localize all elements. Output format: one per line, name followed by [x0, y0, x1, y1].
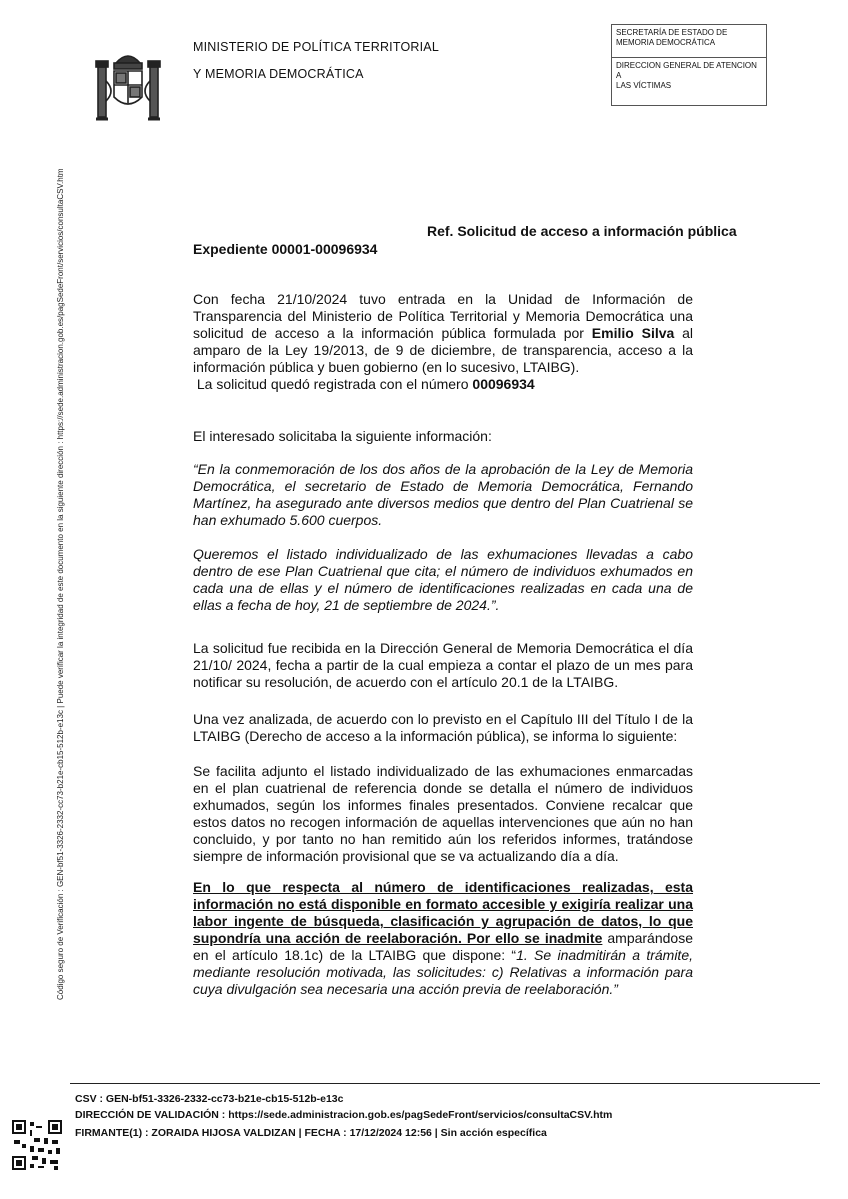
box-line: DIRECCION GENERAL DE ATENCION: [616, 61, 757, 70]
footer-validation-url[interactable]: DIRECCIÓN DE VALIDACIÓN : https://sede.administracion.gob.es/pagSedeFront/servicios/consultaCSV.htm: [75, 1109, 613, 1121]
footer-csv: CSV : GEN-bf51-3326-2332-cc73-b21e-cb15-512b-e13c: [75, 1093, 344, 1105]
paragraph-received: La solicitud fue recibida en la Dirección General de Memoria Democrática el día 21/10/ 2024, fecha a partir de la cual empieza a contar el plazo de un mes para notificar su resolución, de acuerdo con el artículo 20.1 de la LTAIBG.: [193, 640, 693, 690]
registration-text: La solicitud quedó registrada con el número: [196, 376, 469, 392]
secretariat-label: [612, 25, 766, 51]
ministry-name-line2: Y MEMORIA DEMOCRÁTICA: [193, 67, 364, 81]
file-number: Expediente 00001-00096934: [193, 241, 378, 257]
footer-divider: [70, 1083, 820, 1084]
directorate-label: [612, 57, 766, 94]
paragraph-inadmission: [193, 879, 693, 998]
paragraph-analysis: Una vez analizada, de acuerdo con lo previsto en el Capítulo III del Título I de la LTAIBG (Derecho de acceso a la información pública), se informa lo siguiente:: [193, 711, 693, 744]
footer-signer: FIRMANTE(1) : ZORAIDA HIJOSA VALDIZAN | FECHA : 17/12/2024 12:56 | Sin acción específica: [75, 1127, 547, 1139]
verification-side-text: Código seguro de Verificación : GEN-bf51-3326-2332-cc73-b21e-cb15-512b-e13c | Puede verificar la integridad de este documento en la siguiente dirección : https://sede.administracion.gob.es/pagSedeFront/servicios/consultaCSV.htm: [56, 168, 65, 1000]
paragraph-entry: [193, 291, 693, 393]
box-line: MEMORIA DEMOCRÁTICA: [616, 38, 716, 47]
inadmission-quote: 1. Se inadmitirán a trámite, mediante resolución motivada, las solicitudes: c) Relativas a información para cuya divulgación sea necesaria una acción previa de reelaboración.”: [193, 947, 693, 997]
box-line: SECRETARÍA DE ESTADO DE: [616, 28, 728, 37]
paragraph-request-intro: El interesado solicitaba la siguiente información:: [193, 428, 492, 444]
registration-number: 00096934: [472, 376, 535, 392]
box-line: LAS VÍCTIMAS: [616, 81, 672, 90]
ministry-name-line1: MINISTERIO DE POLÍTICA TERRITORIAL: [193, 40, 439, 54]
entry-text: Con fecha 21/10/2024 tuvo entrada en la Unidad de Información de Transparencia del Ministerio de Política Territorial y Memoria Democrática una solicitud de acceso a la información pública formulada por: [193, 291, 693, 341]
inadmission-text: amparándose en el artículo 18.1c) de la LTAIBG que dispone: “: [193, 930, 693, 963]
requester-name: Emilio Silva: [591, 325, 675, 341]
qr-code-icon: [12, 1120, 62, 1170]
department-box: [611, 24, 767, 106]
coat-of-arms-icon: [92, 45, 164, 131]
entry-text-2: al amparo de la Ley 19/2013, de 9 de diciembre, de transparencia, acceso a la información pública y buen gobierno (en lo sucesivo, LTAIBG).: [193, 325, 694, 375]
paragraph-attachment: Se facilita adjunto el listado individualizado de las exhumaciones enmarcadas en el plan cuatrienal de referencia donde se detalla el número de individuos exhumados, según los informes finales presentados. Conviene recalcar que estos datos no recogen información de aquellas intervenciones que aún no han concluido, y por tanto no han remitido aún los referidos informes, tratándose siempre de información provisional que se va actualizando día a día.: [193, 763, 693, 864]
reference-title: Ref. Solicitud de acceso a información pública: [427, 223, 737, 239]
box-line: A: [616, 71, 622, 80]
inadmission-underlined: En lo que respecta al número de identificaciones realizadas, esta información no está disponible en formato accesible y exigiría realizar una labor ingente de búsqueda, clasificación y agrupación de datos, lo que supondría una acción de reelaboración. Por ello se inadmite: [193, 879, 693, 946]
quote-paragraph-2: Queremos el listado individualizado de las exhumaciones llevadas a cabo dentro de ese Plan Cuatrienal que cita; el número de individuos exhumados en cada una de ellas y el número de identificaciones realizadas en cada una de ellas a fecha de hoy, 21 de septiembre de 2024.”.: [193, 546, 693, 613]
quote-paragraph-1: “En la conmemoración de los dos años de la aprobación de la Ley de Memoria Democrática, el secretario de Estado de Memoria Democrática, Fernando Martínez, ha asegurado ante diversos medios que dentro del Plan Cuatrienal se han exhumado 5.600 cuerpos.: [193, 461, 693, 528]
